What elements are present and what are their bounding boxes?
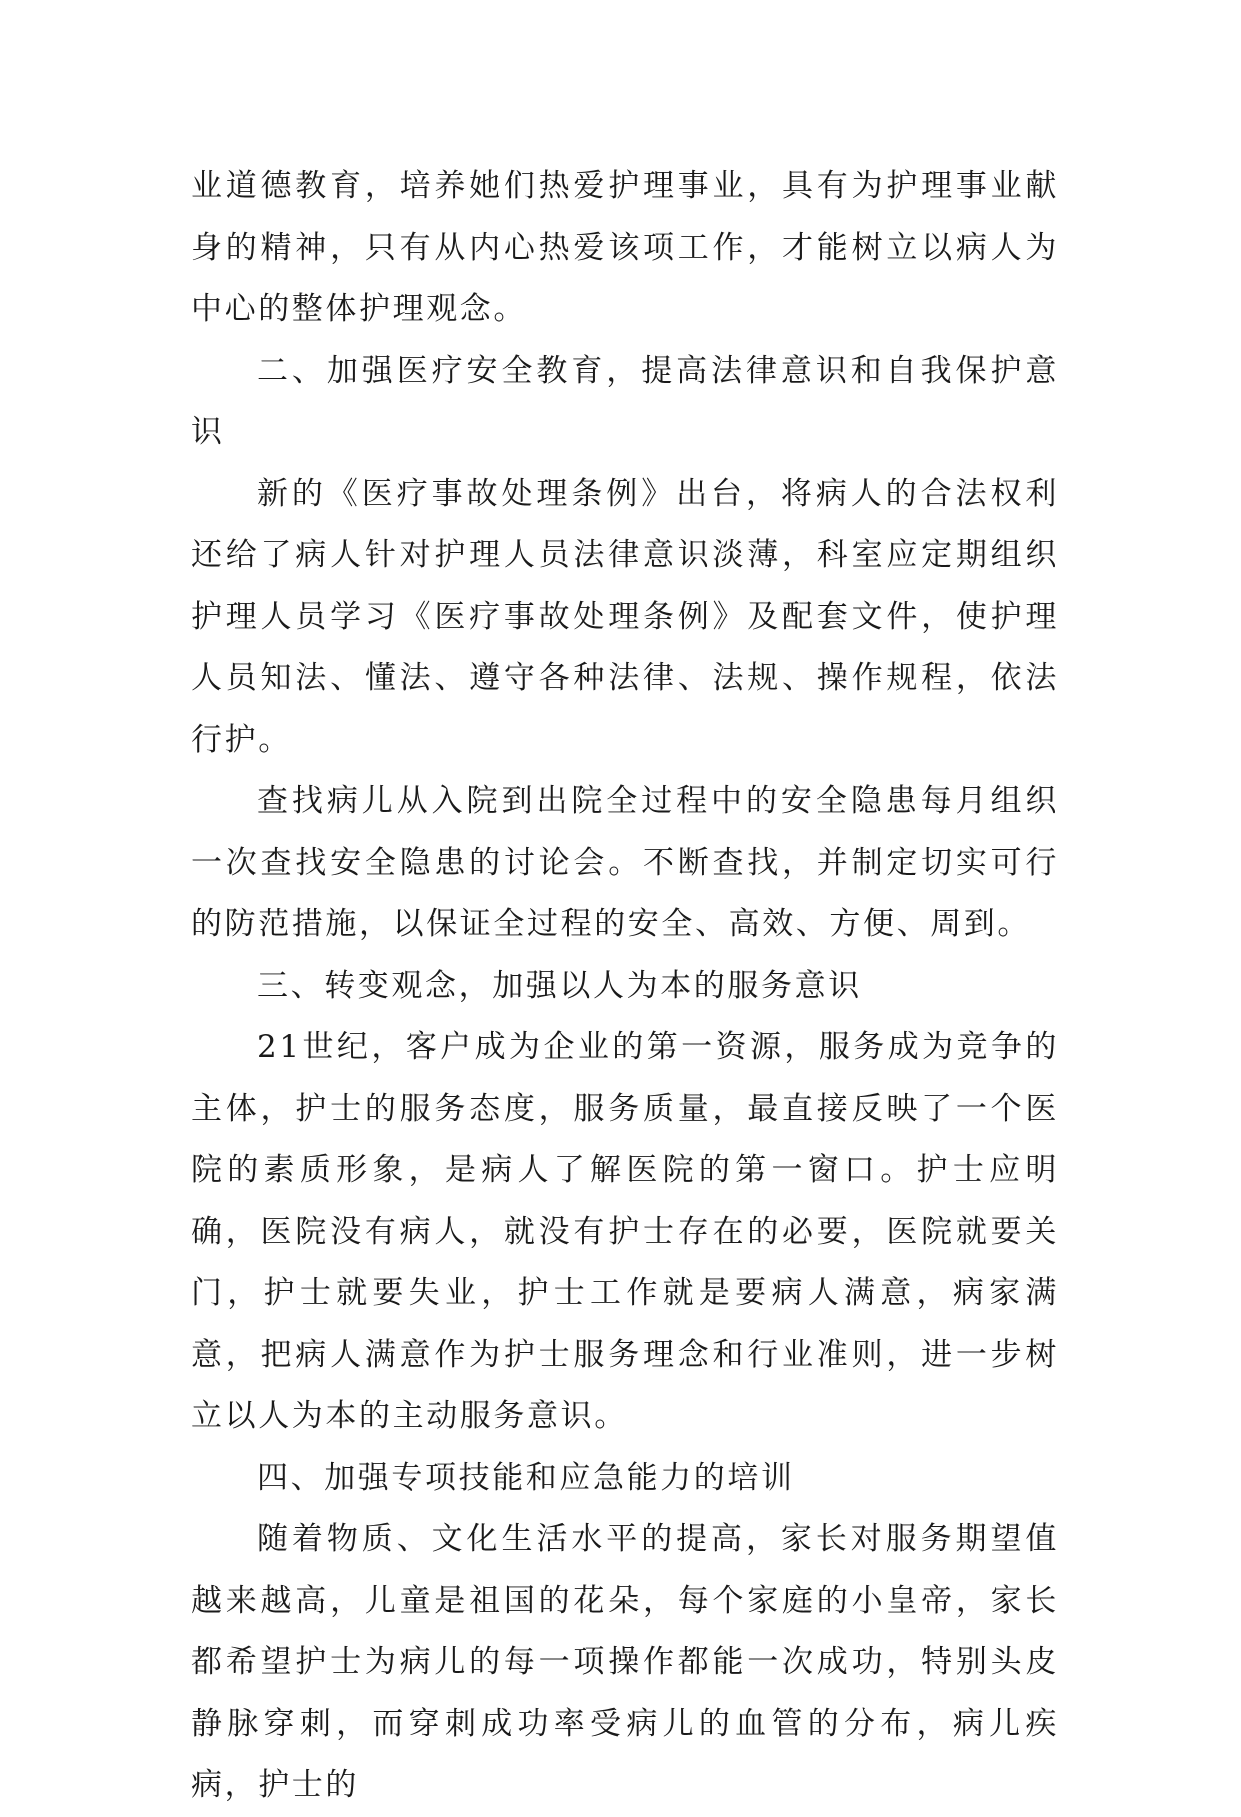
section-heading-2: 二、加强医疗安全教育，提高法律意识和自我保护意识	[191, 352, 1059, 450]
document-body	[191, 156, 1059, 1817]
paragraph-continuation: 业道德教育，培养她们热爱护理事业，具有为护理事业献身的精神，只有从内心热爱该项工作，才能树立以病人为中心的整体护理观念。	[191, 168, 1059, 327]
section-heading-4: 四、加强专项技能和应急能力的培训	[257, 1459, 795, 1496]
paragraph: 随着物质、文化生活水平的提高，家长对服务期望值越来越高，儿童是祖国的花朵，每个家庭的小皇帝，家长都希望护士为病儿的每一项操作都能一次成功，特别头皮静脉穿刺，而穿刺成功率受病儿的血管的分布，病儿疾病，护士的	[191, 1521, 1059, 1803]
paragraph: 新的《医疗事故处理条例》出台，将病人的合法权利还给了病人针对护理人员法律意识淡薄，科室应定期组织护理人员学习《医疗事故处理条例》及配套文件，使护理人员知法、懂法、遵守各种法律、法规、操作规程，依法行护。	[191, 475, 1059, 758]
paragraph: 查找病儿从入院到出院全过程中的安全隐患每月组织一次查找安全隐患的讨论会。不断查找，并制定切实可行的防范措施，以保证全过程的安全、高效、方便、周到。	[191, 783, 1059, 942]
section-heading-3: 三、转变观念，加强以人为本的服务意识	[257, 967, 862, 1004]
paragraph: 21世纪，客户成为企业的第一资源，服务成为竞争的主体，护士的服务态度，服务质量，最直接反映了一个医院的素质形象，是病人了解医院的第一窗口。护士应明确，医院没有病人，就没有护士存在的必要，医院就要关门，护士就要失业，护士工作就是要病人满意，病家满意，把病人满意作为护士服务理念和行业准则，进一步树立以人为本的主动服务意识。	[191, 1029, 1059, 1434]
